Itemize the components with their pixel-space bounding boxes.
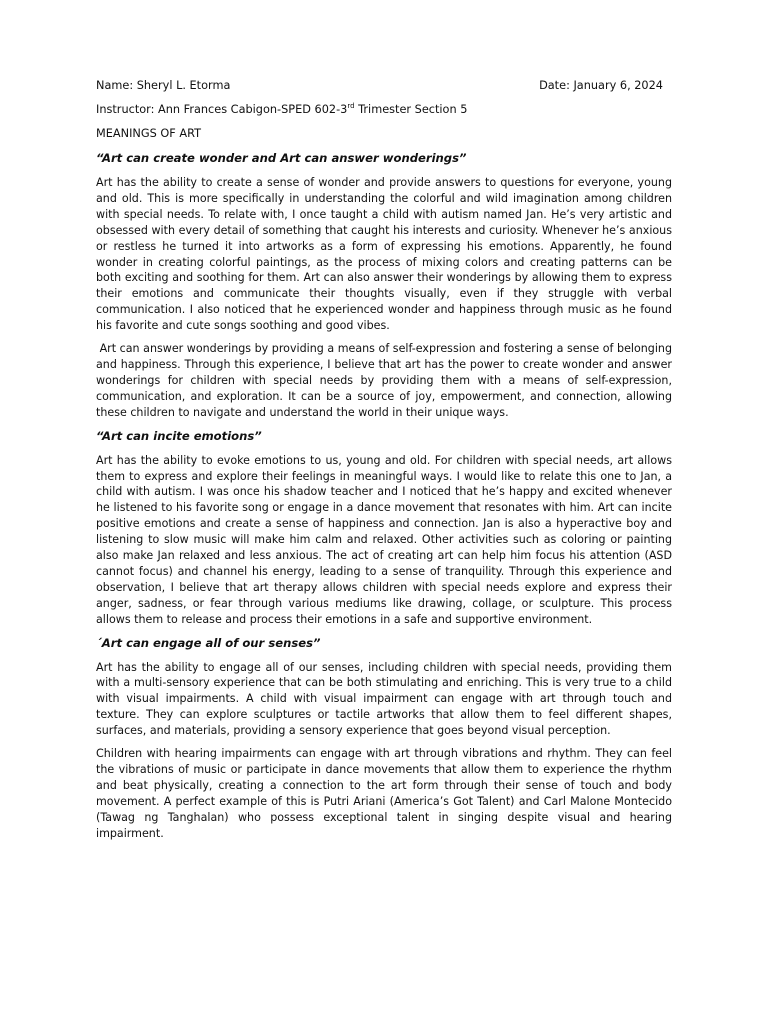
section-heading-wonder: “Art can create wonder and Art can answer wonderings” [96, 151, 467, 165]
document-page [96, 77, 676, 842]
instructor-line [96, 101, 672, 119]
document-title: MEANINGS OF ART [96, 127, 201, 140]
header-row [96, 77, 672, 95]
paragraph-senses-1: Art has the ability to engage all of our senses, including children with special needs, providing them with a multi-sensory experience that can be both stimulating and enriching. This is very true to a child with visual impairments. A child with visual impairment can engage with art through touch and texture. They can explore sculptures or tactile artworks that allow them to feel different shapes, surfaces, and materials, providing a sensory experience that goes beyond visual perception. [96, 660, 672, 738]
document-date: Date: January 6, 2024 [539, 79, 663, 92]
student-name: Name: Sheryl L. Etorma [96, 79, 231, 92]
instructor-text: Instructor: Ann Frances Cabigon-SPED 602-3 [96, 103, 348, 116]
paragraph-emotions-1: Art has the ability to evoke emotions to us, young and old. For children with special needs, art allows them to express and explore their feelings in meaningful ways. I would like to relate this one to Jan, a child with autism. I was once his shadow teacher and I noticed that he’s happy and excited whenever he listened to his favorite song or engage in a dance movement that resonates with him. Art can incite positive emotions and create a sense of happiness and connection. Jan is also a hyperactive boy and listening to slow music will make him calm and relaxed. Other activities such as coloring or painting also make Jan relaxed and less anxious. The act of creating art can help him focus his attention (ASD cannot focus) and channel his energy, leading to a sense of tranquility. Through this experience and observation, I believe that art therapy allows children with special needs explore and express their anger, sadness, or fear through various mediums like drawing, collage, or sculpture. This process allows them to release and process their emotions in a safe and supportive environment. [96, 453, 672, 626]
paragraph-senses-2: Children with hearing impairments can engage with art through vibrations and rhythm. They can feel the vibrations of music or participate in dance movements that allow them to experience the rhythm and beat physically, creating a connection to the art form through their sense of touch and body movement. A perfect example of this is Putri Ariani (America’s Got Talent) and Carl Malone Montecido (Tawag ng Tanghalan) who possess exceptional talent in singing despite visual and hearing impairment. [96, 747, 672, 840]
section-heading-senses: ´Art can engage all of our senses” [96, 635, 321, 650]
paragraph-wonder-1: Art has the ability to create a sense of wonder and provide answers to questions for everyone, young and old. This is more specifically in understanding the colorful and wild imagination among children with special needs. To relate with, I once taught a child with autism named Jan. He’s very artistic and obsessed with every detail of something that caught his interests and curiosity. Whenever he’s anxious or restless he turned it into artworks as a form of expressing his emotions. Apparently, he found wonder in creating colorful paintings, as the process of mixing colors and creating patterns can be both exciting and soothing for them. Art can also answer their wonderings by allowing them to express their emotions and communicate their thoughts visually, even if they struggle with verbal communication. I also noticed that he experienced wonder and happiness through music as he found his favorite and cute songs soothing and good vibes. [96, 176, 672, 333]
ordinal-superscript: rd [347, 102, 355, 111]
section-heading-emotions: “Art can incite emotions” [96, 428, 262, 443]
paragraph-wonder-2: Art can answer wonderings by providing a means of self-expression and fostering a sense of belonging and happiness. Through this experience, I believe that art has the power to create wonder and answer wonderings for children with special needs by providing them with a means of self-expression, communication, and exploration. It can be a source of joy, empowerment, and connection, allowing these children to navigate and understand the world in their unique ways. [96, 342, 676, 419]
instructor-section: Trimester Section 5 [354, 103, 468, 116]
